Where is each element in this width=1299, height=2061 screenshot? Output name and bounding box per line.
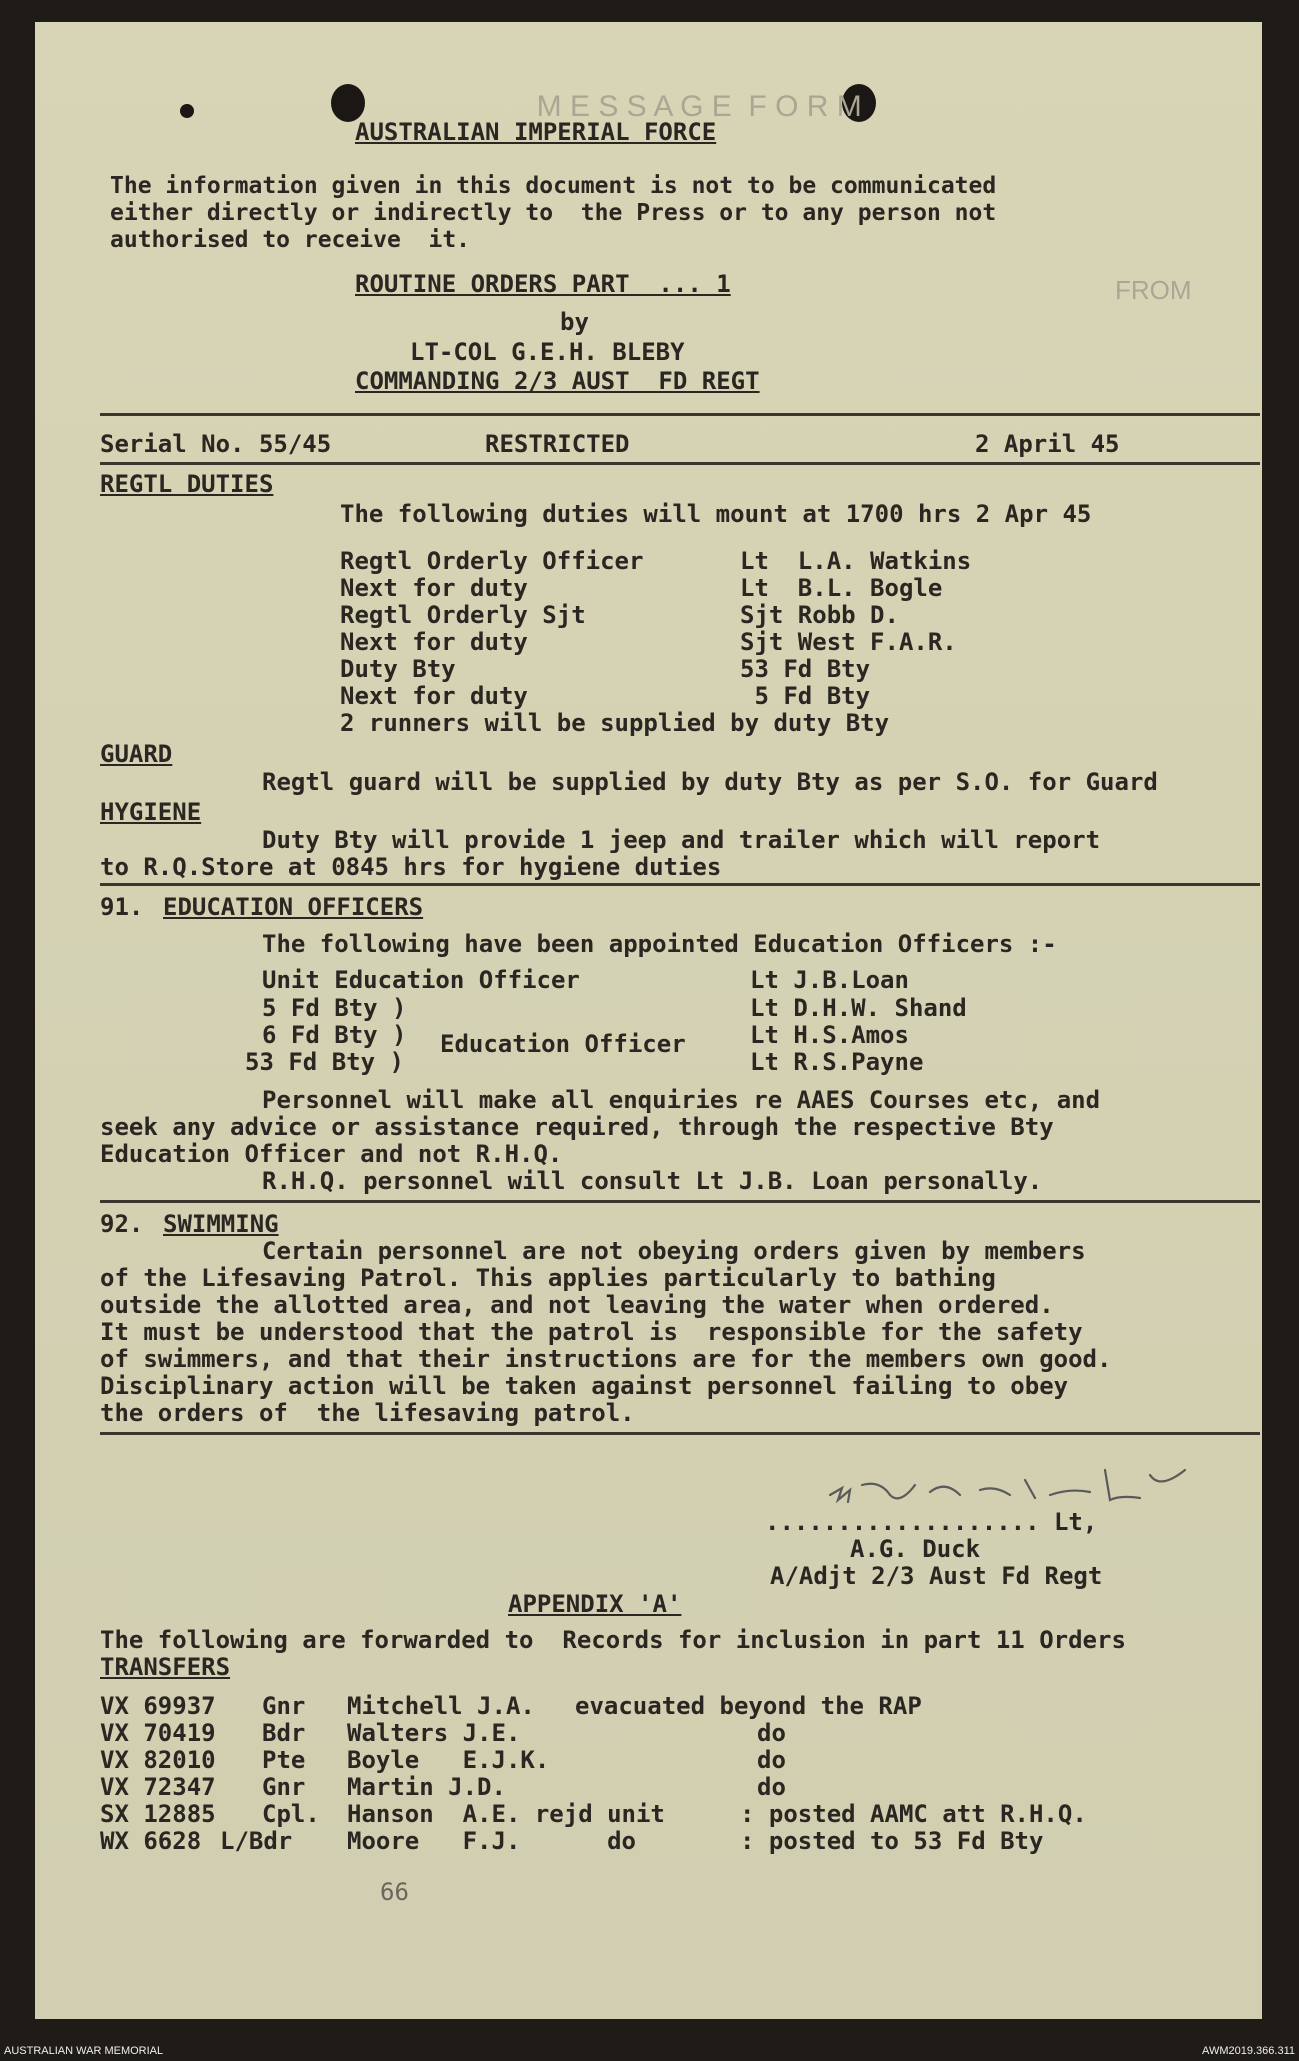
hygiene-line-1: Duty Bty will provide 1 jeep and trailer which will report: [262, 826, 1101, 854]
transfer-text: do: [757, 1746, 786, 1774]
signature-dots: ................... Lt,: [765, 1508, 1098, 1536]
transfer-name: Mitchell J.A.: [347, 1692, 535, 1720]
education-intro: The following have been appointed Education Officers :-: [262, 930, 1057, 958]
footer-institution: AUSTRALIAN WAR MEMORIAL: [4, 2045, 164, 2057]
transfer-text: do: [757, 1773, 786, 1801]
transfer-name: Moore F.J. do: [347, 1827, 636, 1855]
swimming-line: the orders of the lifesaving patrol.: [100, 1399, 635, 1427]
transfer-no: VX 69937: [100, 1692, 216, 1720]
transfers-heading: TRANSFERS: [100, 1653, 231, 1681]
appendix-title: APPENDIX 'A': [508, 1590, 682, 1618]
section-heading-regtl-duties: REGTL DUTIES: [100, 470, 274, 498]
transfer-name: Walters J.E.: [347, 1719, 521, 1747]
duty-role: Next for duty: [340, 628, 528, 656]
duties-intro: The following duties will mount at 1700 hrs 2 Apr 45: [340, 500, 1092, 528]
education-bty: 6 Fd Bty ): [262, 1021, 407, 1049]
section-heading-guard: GUARD: [100, 740, 173, 768]
runners-note: 2 runners will be supplied by duty Bty: [340, 709, 890, 737]
swimming-line: of the Lifesaving Patrol. This applies particularly to bathing: [100, 1264, 996, 1292]
duty-name: 53 Fd Bty: [740, 655, 871, 683]
education-line-4: R.H.Q. personnel will consult Lt J.B. Loan personally.: [262, 1167, 1043, 1195]
duty-role: Regtl Orderly Sjt: [340, 601, 586, 629]
transfer-text: : posted to 53 Fd Bty: [740, 1827, 1044, 1855]
notice-line-1: The information given in this document is not to be communicated: [110, 173, 997, 199]
education-bty-name: Lt R.S.Payne: [750, 1048, 924, 1076]
transfer-text: : posted AAMC att R.H.Q.: [740, 1800, 1087, 1828]
divider: [100, 462, 1260, 465]
appendix-intro: The following are forwarded to Records for inclusion in part 11 Orders: [100, 1626, 1126, 1654]
transfer-no: SX 12885: [100, 1800, 216, 1828]
divider: [100, 1432, 1260, 1435]
document-title: AUSTRALIAN IMPERIAL FORCE: [355, 118, 717, 146]
show-through-form: M E S S A G E F O R M: [520, 90, 862, 123]
divider: [100, 413, 1260, 416]
classification: RESTRICTED: [485, 430, 630, 458]
transfer-rank: Gnr: [262, 1692, 306, 1720]
transfer-name: Hanson A.E. rejd unit: [347, 1800, 665, 1828]
education-line-2: seek any advice or assistance required, through the respective Bty: [100, 1113, 1054, 1141]
duty-role: Next for duty: [340, 574, 528, 602]
education-bty-name: Lt D.H.W. Shand: [750, 994, 967, 1022]
notice-line-3: authorised to receive it.: [110, 227, 471, 253]
transfer-rank: Bdr: [262, 1719, 306, 1747]
transfer-text: do: [757, 1719, 786, 1747]
divider: [100, 1200, 1260, 1203]
order-date: 2 April 45: [975, 430, 1120, 458]
education-unit-role: Unit Education Officer: [262, 966, 580, 994]
duty-role: Regtl Orderly Officer: [340, 547, 644, 575]
education-line-1: Personnel will make all enquiries re AAES Courses etc, and: [262, 1086, 1101, 1114]
duty-name: 5 Fd Bty: [740, 682, 871, 710]
commanding-unit: COMMANDING 2/3 AUST FD REGT: [355, 367, 760, 395]
transfer-rank: Pte: [262, 1746, 306, 1774]
punch-hole-left: [331, 84, 365, 122]
tear-mark: [180, 104, 194, 118]
page-number: 66: [380, 1878, 409, 1906]
swimming-line: Certain personnel are not obeying orders given by members: [262, 1237, 1086, 1265]
education-unit-name: Lt J.B.Loan: [750, 966, 909, 994]
divider: [100, 883, 1260, 886]
education-bty-role: Education Officer: [440, 1030, 686, 1058]
section-heading-hygiene: HYGIENE: [100, 798, 202, 826]
orders-by: by: [560, 308, 589, 336]
duty-name: Lt L.A. Watkins: [740, 547, 972, 575]
swimming-line: outside the allotted area, and not leaving the water when ordered.: [100, 1291, 1054, 1319]
section-number-91: 91.: [100, 893, 144, 921]
duty-role: Next for duty: [340, 682, 528, 710]
transfer-no: WX 6628: [100, 1827, 202, 1855]
duty-role: Duty Bty: [340, 655, 456, 683]
transfer-rank: Cpl.: [262, 1800, 320, 1828]
transfer-name: Boyle E.J.K.: [347, 1746, 550, 1774]
commander-name: LT-COL G.E.H. BLEBY: [410, 338, 685, 366]
transfer-text: evacuated beyond the RAP: [575, 1692, 922, 1720]
serial-number: Serial No. 55/45: [100, 430, 332, 458]
transfer-name: Martin J.D.: [347, 1773, 506, 1801]
signatory-position: A/Adjt 2/3 Aust Fd Regt: [770, 1562, 1103, 1590]
education-line-3: Education Officer and not R.H.Q.: [100, 1140, 563, 1168]
swimming-line: of swimmers, and that their instructions are for the members own good.: [100, 1345, 1112, 1373]
education-bty: 5 Fd Bty ): [262, 994, 407, 1022]
swimming-line: It must be understood that the patrol is responsible for the safety: [100, 1318, 1083, 1346]
swimming-line: Disciplinary action will be taken against personnel failing to obey: [100, 1372, 1069, 1400]
education-bty: 53 Fd Bty ): [245, 1048, 404, 1076]
transfer-no: VX 70419: [100, 1719, 216, 1747]
section-heading-education: EDUCATION OFFICERS: [163, 893, 424, 921]
section-number-92: 92.: [100, 1210, 144, 1238]
guard-text: Regtl guard will be supplied by duty Bty as per S.O. for Guard: [262, 768, 1158, 796]
transfer-no: VX 82010: [100, 1746, 216, 1774]
footer-reference: AWM2019.366.311: [1202, 2045, 1295, 2057]
section-heading-swimming: SWIMMING: [163, 1210, 279, 1238]
transfer-no: VX 72347: [100, 1773, 216, 1801]
education-bty-name: Lt H.S.Amos: [750, 1021, 909, 1049]
duty-name: Lt B.L. Bogle: [740, 574, 943, 602]
duty-name: Sjt Robb D.: [740, 601, 899, 629]
signatory-name: A.G. Duck: [850, 1535, 981, 1563]
duty-name: Sjt West F.A.R.: [740, 628, 957, 656]
transfer-rank: Gnr: [262, 1773, 306, 1801]
transfer-rank: L/Bdr: [220, 1827, 293, 1855]
show-through-form-from: FROM: [1115, 275, 1192, 305]
hygiene-line-2: to R.Q.Store at 0845 hrs for hygiene duties: [100, 853, 722, 881]
notice-line-2: either directly or indirectly to the Press or to any person not: [110, 200, 997, 226]
orders-title: ROUTINE ORDERS PART ... 1: [355, 270, 731, 298]
